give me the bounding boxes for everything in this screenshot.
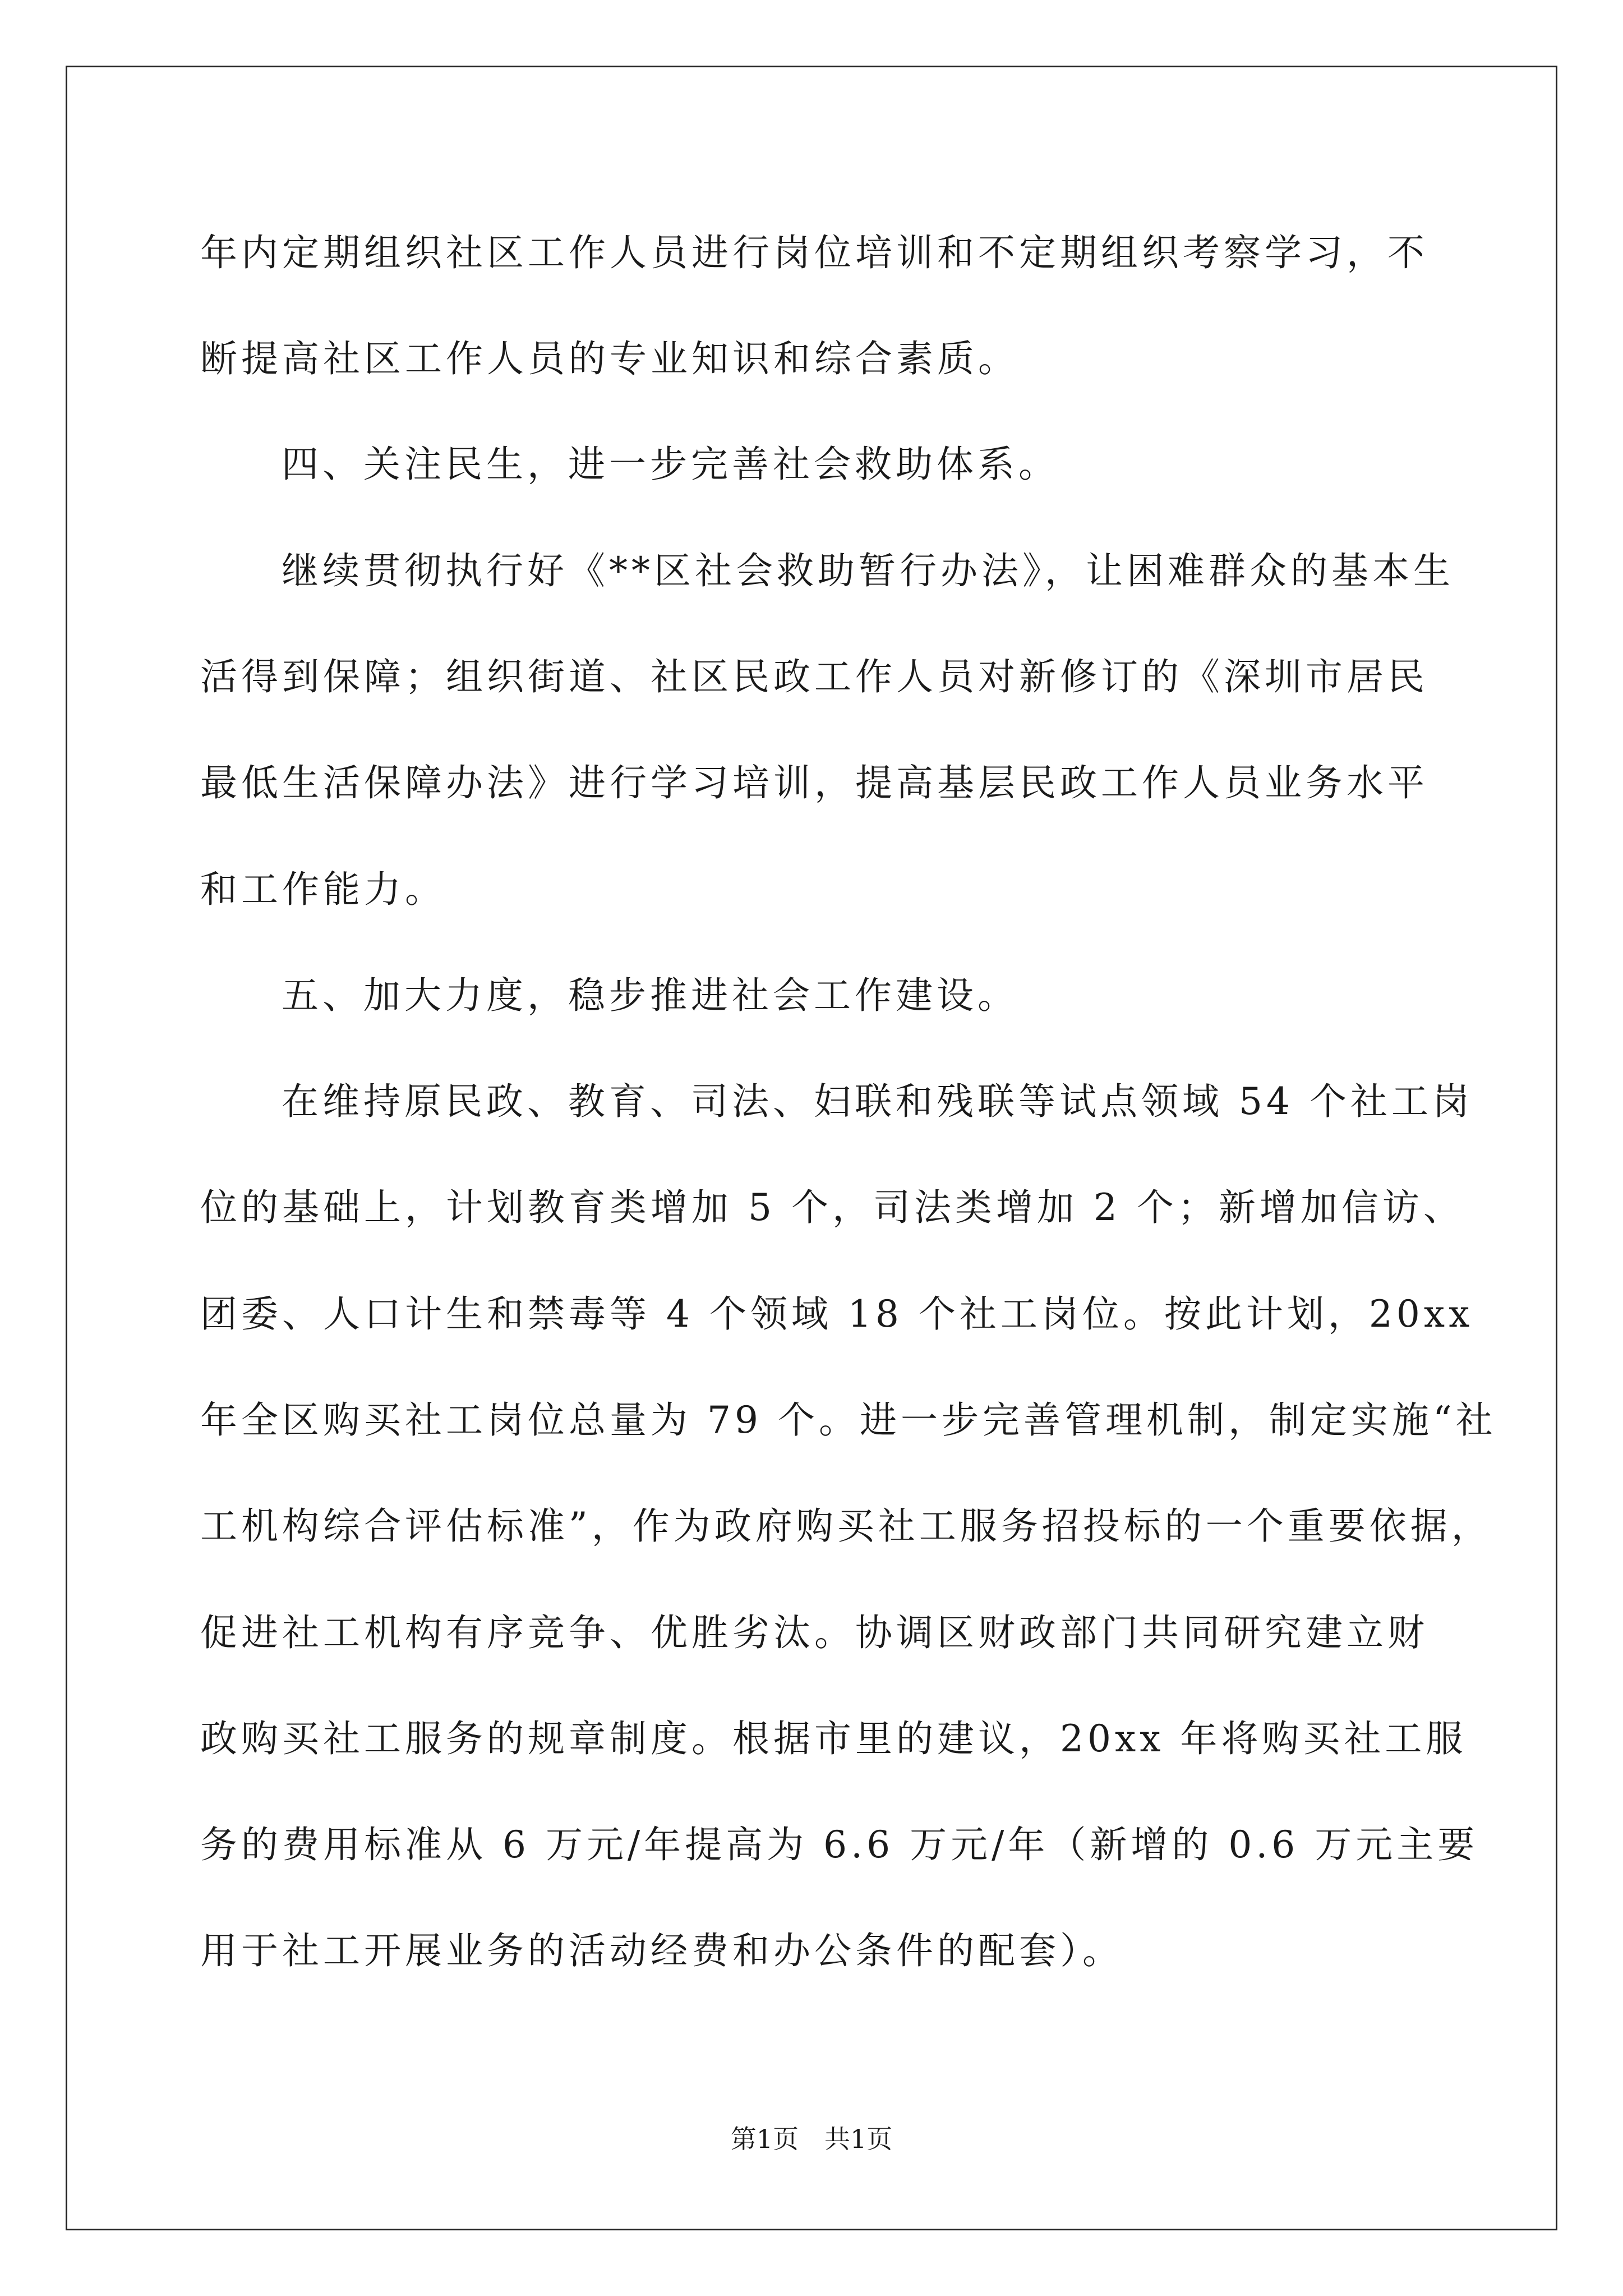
body-line: 工机构综合评估标准”，作为政府购买社工服务招投标的一个重要依据， xyxy=(200,1504,1492,1548)
page-frame xyxy=(66,66,1557,2230)
body-line: 用于社工开展业务的活动经费和办公条件的配套）。 xyxy=(200,1929,1123,1972)
body-line: 最低生活保障办法》进行学习培训，提高基层民政工作人员业务水平 xyxy=(200,761,1428,804)
section-heading: 五、加大力度，稳步推进社会工作建设。 xyxy=(282,974,1018,1017)
page-footer xyxy=(0,2126,1623,2152)
body-line: 和工作能力。 xyxy=(200,868,446,911)
body-line: 在维持原民政、教育、司法、妇联和残联等试点领域 54 个社工岗 xyxy=(282,1080,1473,1123)
section-heading: 四、关注民生，进一步完善社会救助体系。 xyxy=(282,443,1059,486)
body-line: 务的费用标准从 6 万元/年提高为 6.6 万元/年（新增的 0.6 万元主要 xyxy=(200,1823,1479,1866)
page-total: 共1页 xyxy=(824,2124,893,2154)
body-line: 活得到保障；组织街道、社区民政工作人员对新修订的《深圳市居民 xyxy=(200,655,1428,698)
body-line: 年全区购买社工岗位总量为 79 个。进一步完善管理机制，制定实施“社 xyxy=(200,1398,1497,1442)
body-line: 继续贯彻执行好《**区社会救助暂行办法》，让困难群众的基本生 xyxy=(282,549,1454,592)
body-line: 断提高社区工作人员的专业知识和综合素质。 xyxy=(200,337,1019,380)
body-line: 年内定期组织社区工作人员进行岗位培训和不定期组织考察学习，不 xyxy=(200,231,1428,274)
body-line: 团委、人口计生和禁毒等 4 个领域 18 个社工岗位。按此计划，20xx xyxy=(200,1292,1474,1336)
page-number: 第1页 xyxy=(730,2124,799,2154)
body-line: 促进社工机构有序竞争、优胜劣汰。协调区财政部门共同研究建立财 xyxy=(200,1611,1428,1654)
body-line: 位的基础上，计划教育类增加 5 个，司法类增加 2 个；新增加信访、 xyxy=(200,1186,1464,1229)
body-line: 政购买社工服务的规章制度。根据市里的建议，20xx 年将购买社工服 xyxy=(200,1717,1467,1760)
